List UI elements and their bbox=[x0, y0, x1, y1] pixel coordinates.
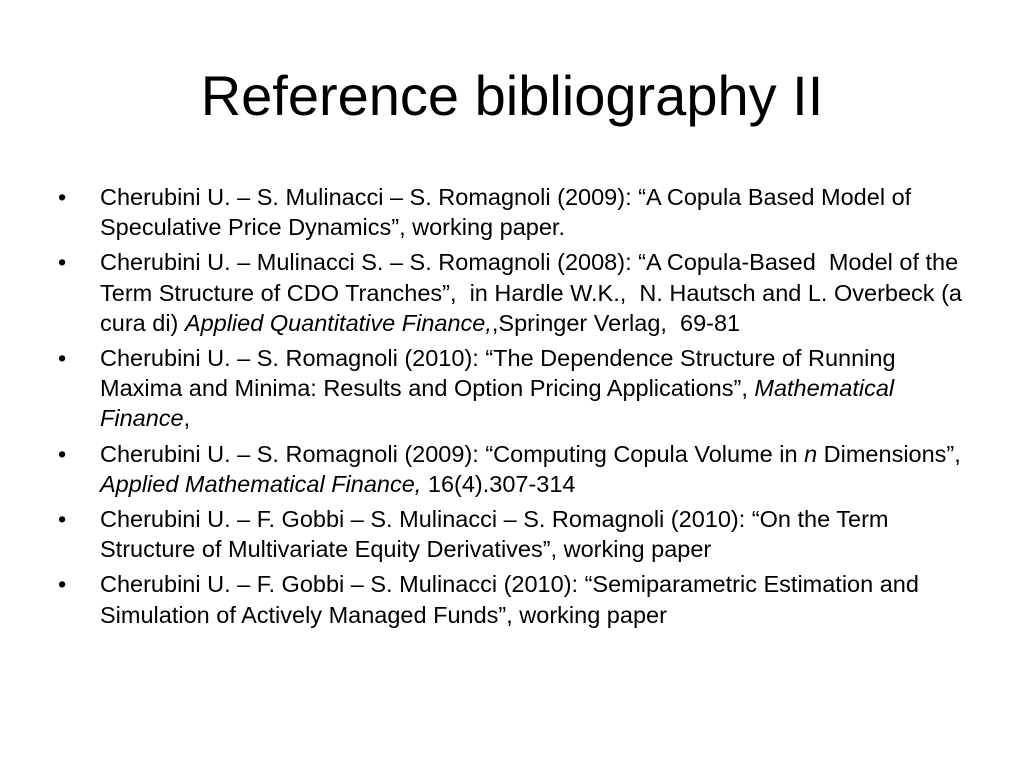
reference-segment: 16(4).307-314 bbox=[421, 470, 576, 497]
reference-item bbox=[56, 569, 976, 629]
reference-segment: , bbox=[183, 405, 191, 432]
reference-text bbox=[100, 184, 918, 240]
reference-list bbox=[56, 182, 976, 635]
reference-item bbox=[56, 343, 976, 434]
reference-item bbox=[56, 182, 976, 242]
reference-segment: ,Springer Verlag, 69-81 bbox=[491, 309, 741, 336]
reference-segment: Cherubini U. – Mulinacci S. – S. Romagnoli (2008): “A Copula-Based Model of the Term Structure of CDO Tranches”, in Hardle W.K., N. Hautsch and L. Overbeck (a cura di) bbox=[100, 249, 969, 336]
reference-segment: Cherubini U. – F. Gobbi – S. Mulinacci – S. Romagnoli (2010): “On the Term Structure of Multivariate Equity Derivatives”, working paper bbox=[100, 506, 896, 563]
reference-text bbox=[100, 441, 967, 497]
bullet-icon: • bbox=[58, 440, 67, 467]
reference-text bbox=[100, 249, 969, 335]
reference-segment: Cherubini U. – S. Mulinacci – S. Romagnoli (2009): “A Copula Based Model of Speculative Price Dynamics”, working paper. bbox=[100, 184, 918, 241]
reference-segment: Dimensions”, bbox=[817, 440, 968, 467]
reference-italic-segment: n bbox=[804, 440, 818, 467]
bullet-icon: • bbox=[58, 506, 67, 533]
reference-item bbox=[56, 247, 976, 338]
reference-italic-segment: Applied Quantitative Finance, bbox=[184, 309, 492, 336]
bullet-icon: • bbox=[58, 249, 67, 276]
reference-segment: Cherubini U. – S. Romagnoli (2010): “The Dependence Structure of Running Maxima and Minima: Results and Option Pricing Applications”, bbox=[100, 345, 903, 402]
bullet-icon: • bbox=[58, 184, 67, 210]
reference-text bbox=[100, 345, 902, 431]
reference-item bbox=[56, 439, 976, 499]
reference-segment: Cherubini U. – S. Romagnoli (2009): “Computing Copula Volume in bbox=[100, 440, 805, 467]
reference-text bbox=[100, 571, 925, 627]
reference-italic-segment: Applied Mathematical Finance, bbox=[100, 470, 422, 497]
bullet-icon: • bbox=[58, 571, 67, 598]
reference-italic-segment: Mathematical Finance bbox=[100, 375, 901, 432]
reference-item bbox=[56, 504, 976, 564]
bullet-icon: • bbox=[58, 345, 67, 372]
slide-title: Reference bibliography II bbox=[200, 64, 824, 127]
reference-segment: Cherubini U. – F. Gobbi – S. Mulinacci (2010): “Semiparametric Estimation and Simulation of Actively Managed Funds”, working paper bbox=[100, 571, 926, 628]
reference-text bbox=[100, 506, 895, 562]
